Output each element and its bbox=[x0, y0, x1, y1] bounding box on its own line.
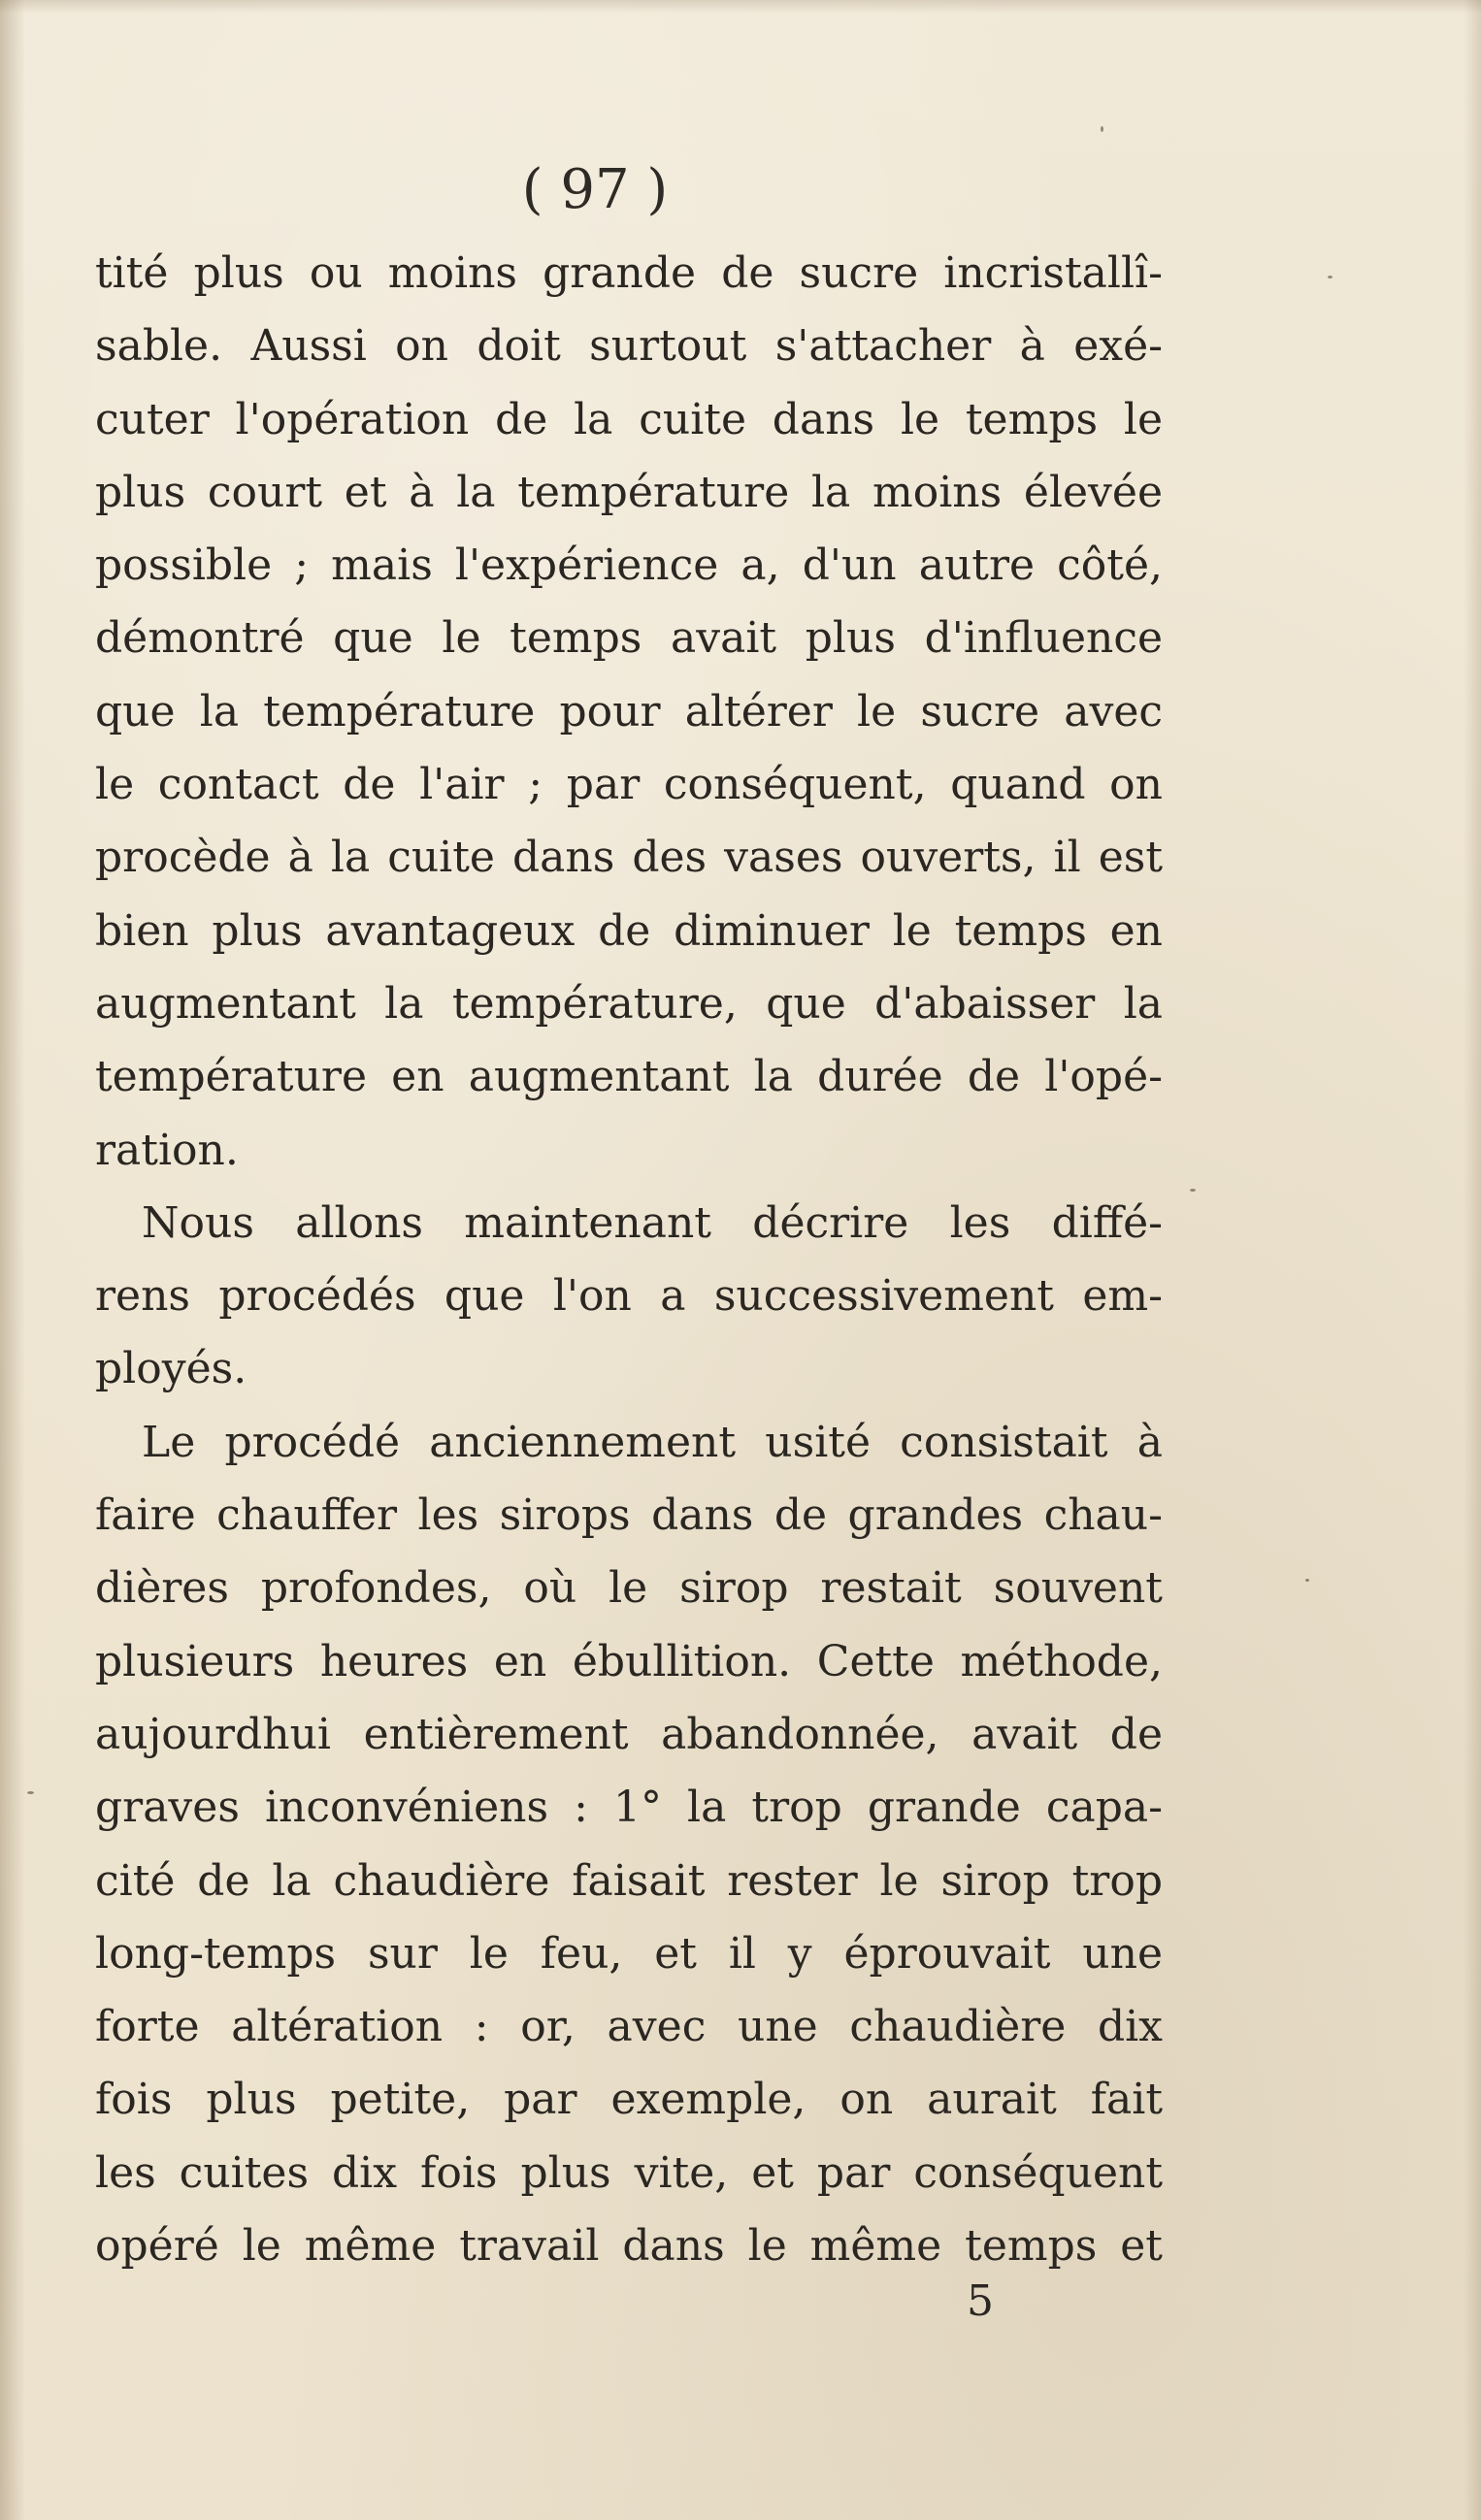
text-line: possible ; mais l'expérience a, d'un autre côté, bbox=[95, 540, 1163, 591]
paper-speck bbox=[1328, 276, 1333, 278]
text-line: démontré que le temps avait plus d'influence bbox=[95, 613, 1163, 664]
text-line: aujourdhui entièrement abandonnée, avait de bbox=[95, 1709, 1163, 1759]
paper-speck bbox=[1101, 126, 1103, 132]
text-line: cité de la chaudière faisait rester le sirop trop bbox=[95, 1855, 1163, 1906]
page-edge-shadow-right bbox=[1464, 0, 1481, 2520]
text-line: Nous allons maintenant décrire les diffé- bbox=[142, 1197, 1163, 1248]
text-line: température en augmentant la durée de l'opé- bbox=[95, 1052, 1163, 1102]
text-line: forte altération : or, avec une chaudière dix bbox=[95, 2002, 1163, 2052]
text-line: ration. bbox=[95, 1125, 239, 1175]
page-number: ( 97 ) bbox=[521, 158, 669, 221]
text-line: que la température pour altérer le sucre avec bbox=[95, 686, 1163, 736]
paper-speck bbox=[1305, 1579, 1309, 1582]
body-text bbox=[95, 237, 1163, 2282]
text-line: cuter l'opération de la cuite dans le temps le bbox=[95, 394, 1163, 444]
signature-mark: 5 bbox=[967, 2276, 994, 2326]
text-line: les cuites dix fois plus vite, et par conséquent bbox=[95, 2147, 1163, 2198]
text-line: plusieurs heures en ébullition. Cette méthode, bbox=[95, 1636, 1163, 1686]
text-line: tité plus ou moins grande de sucre incristallî- bbox=[95, 248, 1163, 298]
page-edge-shadow-top bbox=[0, 0, 1481, 14]
paper-speck bbox=[27, 1791, 34, 1794]
text-line: dières profondes, où le sirop restait souvent bbox=[95, 1563, 1163, 1614]
text-line: ployés. bbox=[95, 1344, 247, 1394]
text-line: plus court et à la température la moins élevée bbox=[95, 467, 1163, 517]
text-line: long-temps sur le feu, et il y éprouvait une bbox=[95, 1928, 1163, 1979]
text-line: Le procédé anciennement usité consistait à bbox=[142, 1417, 1163, 1467]
text-line: faire chauffer les sirops dans de grandes chau- bbox=[95, 1490, 1163, 1541]
text-line: procède à la cuite dans des vases ouverts, il est bbox=[95, 833, 1163, 883]
text-line: fois plus petite, par exemple, on aurait fait bbox=[95, 2075, 1163, 2125]
text-line: graves inconvéniens : 1° la trop grande capa- bbox=[95, 1783, 1163, 1833]
text-line: bien plus avantageux de diminuer le temps en bbox=[95, 905, 1163, 956]
text-line: augmentant la température, que d'abaisser la bbox=[95, 978, 1163, 1029]
paper-speck bbox=[1190, 1189, 1196, 1192]
text-line: opéré le même travail dans le même temps et bbox=[95, 2221, 1163, 2272]
page-edge-shadow-left bbox=[0, 0, 25, 2520]
text-line: sable. Aussi on doit surtout s'attacher à exé- bbox=[95, 321, 1163, 372]
text-line: rens procédés que l'on a successivement em- bbox=[95, 1271, 1163, 1322]
text-line: le contact de l'air ; par conséquent, quand on bbox=[95, 760, 1163, 810]
